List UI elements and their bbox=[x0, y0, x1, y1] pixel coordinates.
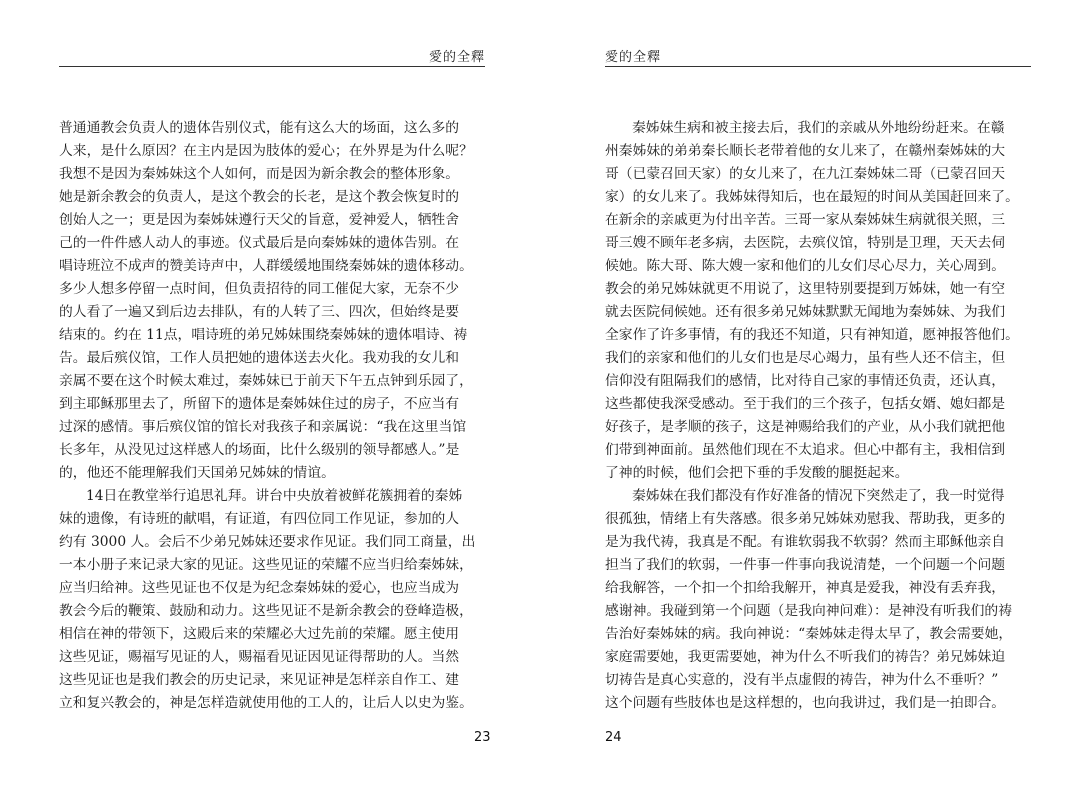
body-text bbox=[59, 117, 485, 715]
text-line: 结束的。约在 11点，唱诗班的弟兄姊妹围绕秦姊妹的遗体唱诗、祷 bbox=[59, 327, 468, 343]
text-line: 州秦姊妹的弟弟秦长顺长老带着他的女儿来了，在赣州秦姊妹的大 bbox=[605, 143, 1006, 159]
text-line: 14日在教堂举行追思礼拜。讲台中央放着被鲜花簇拥着的秦姊 bbox=[86, 488, 463, 504]
running-head: 愛的全釋 bbox=[428, 50, 485, 65]
text-line: 了神的时候，他们会把下垂的手发酸的腿挺起来。 bbox=[605, 465, 909, 481]
text-line: 的，他还不能理解我们天国弟兄姊妹的情谊。 bbox=[59, 465, 335, 481]
text-line: 应当归给神。这些见证也不仅是为纪念秦姊妹的爱心，也应当成为 bbox=[59, 580, 460, 596]
text-line: 很孤独，情绪上有失落感。很多弟兄姊妹劝慰我、帮助我，更多的 bbox=[605, 511, 1006, 527]
text-line: 创始人之一；更是因为秦姊妹遵行天父的旨意，爱神爱人，牺牲舍 bbox=[59, 212, 460, 228]
right-page bbox=[605, 0, 1031, 795]
page-number: 23 bbox=[474, 730, 491, 745]
running-head: 愛的全釋 bbox=[605, 50, 662, 65]
text-line: 这些见证，赐福写见证的人，赐福看见证因见证得帮助的人。当然 bbox=[59, 649, 460, 665]
text-line: 妹的遗像，有诗班的献唱，有证道，有四位同工作见证，参加的人 bbox=[59, 511, 460, 527]
text-line: 己的一件件感人动人的事迹。仪式最后是向秦姊妹的遗体告别。在 bbox=[59, 235, 460, 251]
text-line: 这个问题有些肢体也是这样想的，也向我讲过，我们是一拍即合。 bbox=[605, 695, 1006, 711]
text-line: 秦姊妹生病和被主接去后，我们的亲戚从外地纷纷赶来。在赣 bbox=[632, 120, 1005, 136]
text-line: 的人看了一遍又到后边去排队，有的人转了三、四次，但始终是要 bbox=[59, 304, 460, 320]
text-line: 普通通教会负责人的遗体告别仪式，能有这么大的场面，这么多的 bbox=[59, 120, 460, 136]
text-line: 立和复兴教会的，神是怎样造就使用他的工人的，让后人以史为鉴。 bbox=[59, 695, 473, 711]
text-line: 我想不是因为秦姊妹这个人如何，而是因为新余教会的整体形象。 bbox=[59, 166, 460, 182]
body-text bbox=[605, 117, 1031, 715]
text-line: 相信在神的带领下，这殿后来的荣耀必大过先前的荣耀。愿主使用 bbox=[59, 626, 460, 642]
text-line: 告治好秦姊妹的病。我向神说：“秦姊妹走得太早了，教会需要她， bbox=[605, 626, 1013, 642]
text-line: 这些都使我深受感动。至于我们的三个孩子，包括女婿、媳妇都是 bbox=[605, 396, 1006, 412]
left-page bbox=[59, 0, 491, 795]
text-line: 教会今后的鞭策、鼓励和动力。这些见证不是新余教会的登峰造极， bbox=[59, 603, 473, 619]
page-number: 24 bbox=[605, 730, 622, 745]
text-line: 信仰没有阻隔我们的感情，比对待自己家的事情还负责，还认真， bbox=[605, 373, 1006, 389]
text-line: 告。最后殡仪馆，工作人员把她的遗体送去火化。我劝我的女儿和 bbox=[59, 350, 460, 366]
text-line: 是为我代祷，我真是不配。有谁软弱我不软弱？然而主耶稣他亲自 bbox=[605, 534, 1006, 550]
text-line: 好孩子，是孝顺的孩子，这是神赐给我们的产业，从小我们就把他 bbox=[605, 419, 1006, 435]
text-line: 亲属不要在这个时候太难过，秦姊妹已于前天下午五点钟到乐园了， bbox=[59, 373, 473, 389]
text-line: 哥三嫂不顾年老多病，去医院，去殡仪馆，特别是卫理，天天去伺 bbox=[605, 235, 1006, 251]
text-line: 一本小册子来记录大家的见证。这些见证的荣耀不应当归给秦姊妹， bbox=[59, 557, 473, 573]
text-line: 担当了我们的软弱，一件事一件事向我说清楚，一个问题一个问题 bbox=[605, 557, 1006, 573]
text-line: 秦姊妹在我们都没有作好准备的情况下突然走了，我一时觉得 bbox=[632, 488, 1005, 504]
text-line: 人来，是什么原因？在主内是因为肢体的爱心；在外界是为什么呢？ bbox=[59, 143, 473, 159]
header-rule bbox=[605, 66, 1031, 67]
text-line: 给我解答，一个扣一个扣给我解开，神真是爱我，神没有丢弃我， bbox=[605, 580, 1006, 596]
text-line: 这些见证也是我们教会的历史记录，来见证神是怎样亲自作工、建 bbox=[59, 672, 460, 688]
header-rule bbox=[59, 66, 485, 67]
text-line: 切祷告是真心实意的，没有半点虚假的祷告，神为什么不垂听？” bbox=[605, 672, 999, 688]
text-line: 们带到神面前。虽然他们现在不太追求。但心中都有主，我相信到 bbox=[605, 442, 1006, 458]
text-line: 我们的亲家和他们的儿女们也是尽心竭力，虽有些人还不信主，但 bbox=[605, 350, 1006, 366]
text-line: 感谢神。我碰到第一个问题（是我向神问难）：是神没有听我们的祷 bbox=[605, 603, 1013, 619]
text-line: 多少人想多停留一点时间，但负责招待的同工催促大家，无奈不少 bbox=[59, 281, 460, 297]
text-line: 候她。陈大哥、陈大嫂一家和他们的儿女们尽心尽力，关心周到。 bbox=[605, 258, 1006, 274]
text-line: 家庭需要她，我更需要她，神为什么不听我们的祷告？弟兄姊妹迫 bbox=[605, 649, 1006, 665]
text-line: 长多年，从没见过这样感人的场面，比什么级别的领导都感人。”是 bbox=[59, 442, 460, 458]
text-line: 家）的女儿来了。我姊妹得知后，也在最短的时间从美国赶回来了。 bbox=[605, 189, 1019, 205]
text-line: 教会的弟兄姊妹就更不用说了，这里特别要提到万姊妹，她一有空 bbox=[605, 281, 1006, 297]
text-line: 就去医院伺候她。还有很多弟兄姊妹默默无闻地为秦姊妹、为我们 bbox=[605, 304, 1006, 320]
text-line: 过深的感情。事后殡仪馆的馆长对我孩子和亲属说：“我在这里当馆 bbox=[59, 419, 467, 435]
text-line: 到主耶稣那里去了，所留下的遗体是秦姊妹住过的房子，不应当有 bbox=[59, 396, 460, 412]
text-line: 唱诗班泣不成声的赞美诗声中，人群缓缓地围绕秦姊妹的遗体移动。 bbox=[59, 258, 473, 274]
text-line: 她是新余教会的负责人，是这个教会的长老，是这个教会恢复时的 bbox=[59, 189, 460, 205]
text-line: 约有 3000 人。会后不少弟兄姊妹还要求作见证。我们同工商量，出 bbox=[59, 534, 476, 550]
text-line: 在新余的亲戚更为付出辛苦。三哥一家从秦姊妹生病就很关照，三 bbox=[605, 212, 1006, 228]
text-line: 哥（已蒙召回天家）的女儿来了，在九江秦姊妹二哥（已蒙召回天 bbox=[605, 166, 1006, 182]
text-line: 全家作了许多事情，有的我还不知道，只有神知道，愿神报答他们。 bbox=[605, 327, 1019, 343]
